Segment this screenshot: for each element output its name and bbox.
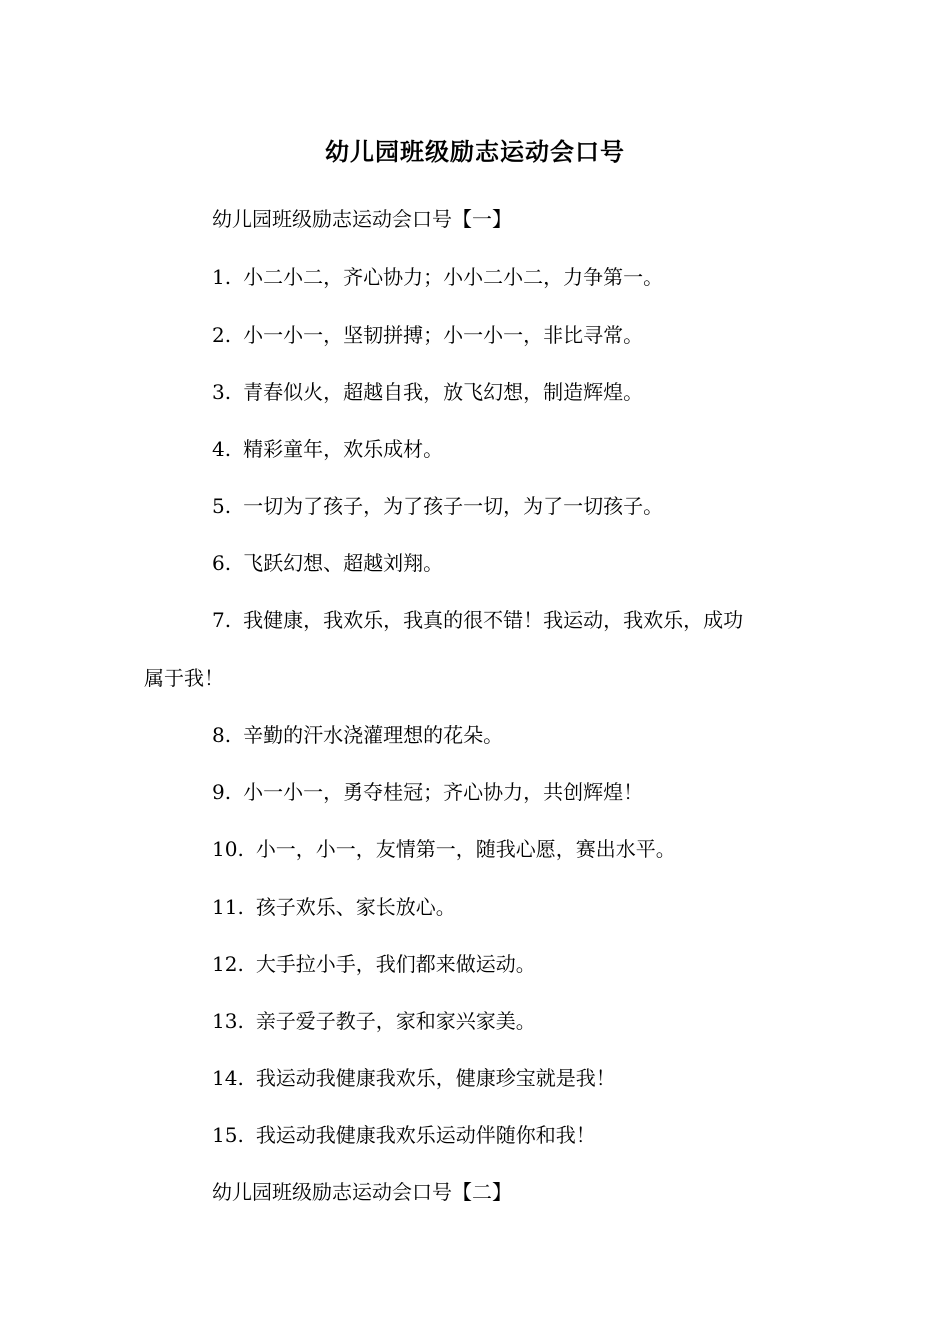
item-text: 我运动我健康我欢乐运动伴随你和我！	[255, 1123, 596, 1147]
item-text: 大手拉小手，我们都来做运动。	[255, 952, 536, 976]
item-text: 小二小二，齐心协力；小小二小二，力争第一。	[243, 265, 664, 289]
item-text: 小一，小一，友情第一，随我心愿，赛出水平。	[255, 837, 676, 861]
item-text: 我运动我健康我欢乐，健康珍宝就是我！	[255, 1066, 616, 1090]
item-text: 青春似火，超越自我，放飞幻想，制造辉煌。	[243, 380, 644, 404]
list-item-continuation: 属于我！	[144, 666, 224, 690]
item-number: 4.	[212, 437, 232, 461]
item-number: 2.	[212, 323, 232, 347]
item-text: 亲子爱子教子，家和家兴家美。	[255, 1009, 536, 1033]
list-item	[212, 491, 663, 521]
section-heading-2: 幼儿园班级励志运动会口号【二】	[212, 1180, 512, 1204]
list-item	[212, 1063, 616, 1093]
item-text: 小一小一，勇夺桂冠；齐心协力，共创辉煌！	[243, 780, 644, 804]
list-item	[212, 777, 643, 807]
list-item	[212, 320, 643, 350]
item-text: 小一小一，坚韧拼搏；小一小一，非比寻常。	[243, 323, 644, 347]
item-text: 辛勤的汗水浇灌理想的花朵。	[243, 723, 504, 747]
item-text: 一切为了孩子，为了孩子一切，为了一切孩子。	[243, 494, 664, 518]
item-text: 飞跃幻想、超越刘翔。	[243, 551, 444, 575]
item-number: 5.	[212, 494, 232, 518]
list-item	[212, 605, 743, 635]
list-item	[212, 949, 536, 979]
list-item	[212, 262, 663, 292]
list-item	[212, 834, 676, 864]
item-number: 7.	[212, 608, 232, 632]
list-item	[212, 1006, 536, 1036]
list-item	[212, 720, 503, 750]
item-number: 6.	[212, 551, 232, 575]
item-number: 15.	[212, 1123, 244, 1147]
item-number: 3.	[212, 380, 232, 404]
item-number: 13.	[212, 1009, 244, 1033]
item-number: 12.	[212, 952, 244, 976]
item-number: 11.	[212, 895, 244, 919]
item-text: 我健康，我欢乐，我真的很不错！我运动，我欢乐，成功	[243, 608, 744, 632]
list-item	[212, 1120, 596, 1150]
list-item	[212, 377, 643, 407]
item-text: 精彩童年，欢乐成材。	[243, 437, 444, 461]
list-item	[212, 548, 443, 578]
item-number: 10.	[212, 837, 244, 861]
item-number: 1.	[212, 265, 232, 289]
list-item	[212, 434, 443, 464]
item-number: 9.	[212, 780, 232, 804]
item-number: 8.	[212, 723, 232, 747]
page-title: 幼儿园班级励志运动会口号	[325, 137, 625, 166]
list-item	[212, 892, 456, 922]
item-text: 孩子欢乐、家长放心。	[255, 895, 456, 919]
item-number: 14.	[212, 1066, 244, 1090]
section-heading-1: 幼儿园班级励志运动会口号【一】	[212, 207, 512, 231]
